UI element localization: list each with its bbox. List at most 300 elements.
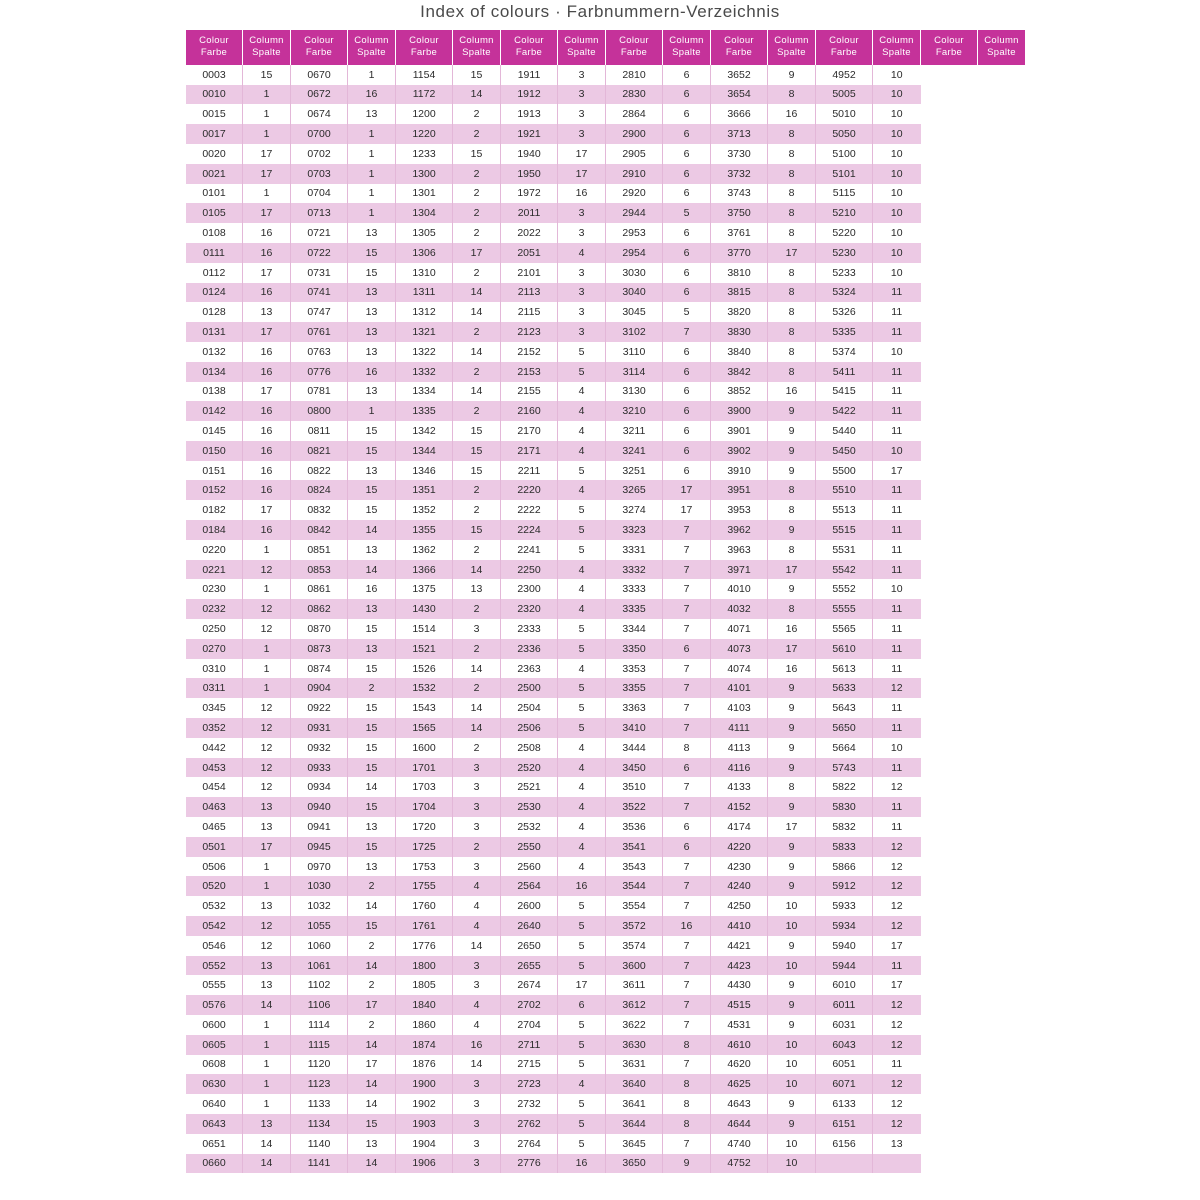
column-cell: 10 bbox=[873, 342, 921, 362]
column-cell: 12 bbox=[243, 758, 291, 778]
colour-cell: 6151 bbox=[816, 1114, 873, 1134]
colour-cell: 6010 bbox=[816, 975, 873, 995]
column-cell: 2 bbox=[453, 639, 501, 659]
column-cell: 14 bbox=[243, 1154, 291, 1174]
column-cell: 10 bbox=[873, 203, 921, 223]
colour-cell: 3750 bbox=[711, 203, 768, 223]
colour-cell: 4230 bbox=[711, 857, 768, 877]
column-cell: 14 bbox=[348, 1154, 396, 1174]
column-cell: 14 bbox=[453, 560, 501, 580]
colour-cell: 5515 bbox=[816, 520, 873, 540]
colour-cell: 1725 bbox=[396, 837, 453, 857]
colour-cell: 1133 bbox=[291, 1094, 348, 1114]
column-cell: 3 bbox=[558, 124, 606, 144]
column-cell: 3 bbox=[453, 758, 501, 778]
column-cell: 4 bbox=[558, 560, 606, 580]
colour-cell: 1565 bbox=[396, 718, 453, 738]
colour-cell: 4074 bbox=[711, 659, 768, 679]
colour-cell: 0020 bbox=[186, 144, 243, 164]
colour-cell: 2333 bbox=[501, 619, 558, 639]
column-cell: 3 bbox=[558, 322, 606, 342]
column-cell: 14 bbox=[453, 342, 501, 362]
column-cell: 2 bbox=[348, 678, 396, 698]
colour-cell: 2732 bbox=[501, 1094, 558, 1114]
column-cell: 3 bbox=[558, 104, 606, 124]
column-cell: 2 bbox=[453, 837, 501, 857]
colour-cell: 2508 bbox=[501, 738, 558, 758]
table-row bbox=[186, 1074, 1025, 1094]
colour-cell: 3951 bbox=[711, 480, 768, 500]
colour-cell: 2113 bbox=[501, 283, 558, 303]
column-cell: 12 bbox=[243, 936, 291, 956]
colour-cell: 1526 bbox=[396, 659, 453, 679]
table-row bbox=[186, 1055, 1025, 1075]
column-cell: 1 bbox=[348, 401, 396, 421]
colour-cell: 0832 bbox=[291, 500, 348, 520]
colour-cell: 4740 bbox=[711, 1134, 768, 1154]
colour-cell: 3640 bbox=[606, 1074, 663, 1094]
column-cell: 9 bbox=[768, 698, 816, 718]
colour-cell: 0546 bbox=[186, 936, 243, 956]
colour-cell: 1102 bbox=[291, 975, 348, 995]
column-cell: 7 bbox=[663, 876, 711, 896]
colour-cell: 5335 bbox=[816, 322, 873, 342]
colour-cell: 2220 bbox=[501, 480, 558, 500]
column-cell: 7 bbox=[663, 322, 711, 342]
column-cell: 5 bbox=[558, 342, 606, 362]
column-cell: 13 bbox=[348, 104, 396, 124]
table-row bbox=[186, 738, 1025, 758]
colour-cell: 4250 bbox=[711, 896, 768, 916]
colour-cell: 0111 bbox=[186, 243, 243, 263]
column-cell: 7 bbox=[663, 619, 711, 639]
column-cell: 8 bbox=[768, 362, 816, 382]
colour-cell: 2530 bbox=[501, 797, 558, 817]
colour-cell: 2600 bbox=[501, 896, 558, 916]
column-cell: 8 bbox=[768, 540, 816, 560]
column-cell: 13 bbox=[243, 817, 291, 837]
colour-cell: 0221 bbox=[186, 560, 243, 580]
column-cell: 17 bbox=[558, 144, 606, 164]
header-column-1 bbox=[243, 30, 291, 65]
colour-cell: 4952 bbox=[816, 65, 873, 85]
column-cell: 17 bbox=[243, 144, 291, 164]
column-cell: 5 bbox=[558, 362, 606, 382]
column-cell: 15 bbox=[348, 1114, 396, 1134]
colour-cell: 1141 bbox=[291, 1154, 348, 1174]
column-cell: 1 bbox=[243, 104, 291, 124]
column-cell: 2 bbox=[348, 936, 396, 956]
colour-cell: 3645 bbox=[606, 1134, 663, 1154]
colour-cell: 5050 bbox=[816, 124, 873, 144]
column-cell: 5 bbox=[663, 302, 711, 322]
header-colour-de: Farbe bbox=[935, 46, 963, 58]
column-cell: 17 bbox=[243, 263, 291, 283]
colour-cell: 0643 bbox=[186, 1114, 243, 1134]
colour-cell: 0608 bbox=[186, 1055, 243, 1075]
header-colour-4 bbox=[501, 30, 558, 65]
column-cell: 14 bbox=[243, 995, 291, 1015]
colour-cell: 6011 bbox=[816, 995, 873, 1015]
column-cell: 2 bbox=[453, 401, 501, 421]
column-cell: 17 bbox=[453, 243, 501, 263]
column-cell: 15 bbox=[348, 718, 396, 738]
colour-cell: 3820 bbox=[711, 302, 768, 322]
colour-cell: 1950 bbox=[501, 164, 558, 184]
column-cell: 9 bbox=[768, 995, 816, 1015]
column-cell: 13 bbox=[243, 896, 291, 916]
colour-cell: 4220 bbox=[711, 837, 768, 857]
column-cell: 3 bbox=[558, 85, 606, 105]
column-cell: 17 bbox=[663, 500, 711, 520]
colour-cell: 0674 bbox=[291, 104, 348, 124]
colour-cell: 3810 bbox=[711, 263, 768, 283]
colour-cell: 0945 bbox=[291, 837, 348, 857]
table-row bbox=[186, 203, 1025, 223]
column-cell: 7 bbox=[663, 797, 711, 817]
colour-cell: 4644 bbox=[711, 1114, 768, 1134]
column-cell: 3 bbox=[453, 817, 501, 837]
colour-cell: 0506 bbox=[186, 857, 243, 877]
colour-cell: 0722 bbox=[291, 243, 348, 263]
colour-cell: 4410 bbox=[711, 916, 768, 936]
column-cell: 16 bbox=[243, 480, 291, 500]
colour-cell: 1860 bbox=[396, 1015, 453, 1035]
column-cell: 5 bbox=[558, 896, 606, 916]
table-row bbox=[186, 777, 1025, 797]
column-cell: 16 bbox=[243, 243, 291, 263]
header-colour-en: Colour bbox=[829, 35, 859, 46]
colour-cell: 2224 bbox=[501, 520, 558, 540]
colour-cell: 4116 bbox=[711, 758, 768, 778]
column-cell: 1 bbox=[243, 857, 291, 877]
column-cell: 5 bbox=[558, 1015, 606, 1035]
column-cell: 8 bbox=[663, 738, 711, 758]
column-cell: 5 bbox=[558, 619, 606, 639]
column-cell: 16 bbox=[768, 104, 816, 124]
column-cell: 16 bbox=[243, 520, 291, 540]
colour-cell: 1334 bbox=[396, 382, 453, 402]
colour-cell: 2520 bbox=[501, 758, 558, 778]
header-colour-6 bbox=[711, 30, 768, 65]
column-cell: 10 bbox=[768, 1055, 816, 1075]
colour-cell: 3830 bbox=[711, 322, 768, 342]
colour-cell: 3363 bbox=[606, 698, 663, 718]
colour-cell: 6043 bbox=[816, 1035, 873, 1055]
column-cell: 2 bbox=[453, 322, 501, 342]
colour-cell: 4643 bbox=[711, 1094, 768, 1114]
column-cell: 13 bbox=[348, 342, 396, 362]
column-cell: 15 bbox=[243, 65, 291, 85]
colour-cell: 5513 bbox=[816, 500, 873, 520]
column-cell: 1 bbox=[348, 164, 396, 184]
colour-cell: 3130 bbox=[606, 382, 663, 402]
column-cell: 1 bbox=[243, 124, 291, 144]
column-cell: 7 bbox=[663, 540, 711, 560]
colour-cell: 3732 bbox=[711, 164, 768, 184]
table-row bbox=[186, 441, 1025, 461]
colour-cell: 5610 bbox=[816, 639, 873, 659]
colour-cell: 3323 bbox=[606, 520, 663, 540]
table-row bbox=[186, 302, 1025, 322]
header-colour-en: Colour bbox=[724, 35, 754, 46]
colour-cell: 3410 bbox=[606, 718, 663, 738]
colour-cell: 4752 bbox=[711, 1154, 768, 1174]
column-cell: 15 bbox=[453, 461, 501, 481]
colour-cell: 2762 bbox=[501, 1114, 558, 1134]
colour-cell: 4531 bbox=[711, 1015, 768, 1035]
column-cell: 1 bbox=[243, 579, 291, 599]
column-cell: 10 bbox=[873, 579, 921, 599]
column-cell: 17 bbox=[348, 1055, 396, 1075]
column-cell: 17 bbox=[768, 560, 816, 580]
colour-cell: 1115 bbox=[291, 1035, 348, 1055]
colour-cell: 4152 bbox=[711, 797, 768, 817]
column-cell: 12 bbox=[873, 1015, 921, 1035]
column-cell: 14 bbox=[348, 1074, 396, 1094]
column-cell: 2 bbox=[453, 164, 501, 184]
colour-cell: 4423 bbox=[711, 956, 768, 976]
colour-cell: 0600 bbox=[186, 1015, 243, 1035]
column-cell: 1 bbox=[348, 65, 396, 85]
header-column-de: Spalte bbox=[672, 46, 701, 58]
header-column-de: Spalte bbox=[882, 46, 911, 58]
colour-cell: 0763 bbox=[291, 342, 348, 362]
column-cell: 5 bbox=[558, 718, 606, 738]
colour-cell: 0010 bbox=[186, 85, 243, 105]
column-cell: 6 bbox=[663, 263, 711, 283]
colour-cell: 1430 bbox=[396, 599, 453, 619]
colour-cell: 5565 bbox=[816, 619, 873, 639]
colour-cell: 1140 bbox=[291, 1134, 348, 1154]
colour-cell: 1154 bbox=[396, 65, 453, 85]
colour-cell: 1321 bbox=[396, 322, 453, 342]
colour-cell: 1346 bbox=[396, 461, 453, 481]
colour-cell: 0721 bbox=[291, 223, 348, 243]
column-cell: 1 bbox=[243, 659, 291, 679]
column-cell: 11 bbox=[873, 1055, 921, 1075]
column-cell: 13 bbox=[243, 797, 291, 817]
column-cell: 7 bbox=[663, 599, 711, 619]
column-cell: 15 bbox=[348, 758, 396, 778]
table-row bbox=[186, 1134, 1025, 1154]
header-colour-7 bbox=[816, 30, 873, 65]
colour-cell: 4620 bbox=[711, 1055, 768, 1075]
column-cell: 8 bbox=[768, 599, 816, 619]
colour-cell: 1351 bbox=[396, 480, 453, 500]
column-cell: 12 bbox=[873, 995, 921, 1015]
column-cell: 15 bbox=[348, 243, 396, 263]
column-cell: 6 bbox=[663, 124, 711, 144]
column-cell: 15 bbox=[348, 659, 396, 679]
column-cell: 12 bbox=[243, 738, 291, 758]
header-colour-2 bbox=[291, 30, 348, 65]
colour-cell: 3210 bbox=[606, 401, 663, 421]
column-cell: 14 bbox=[453, 659, 501, 679]
colour-cell: 2702 bbox=[501, 995, 558, 1015]
colour-cell: 2170 bbox=[501, 421, 558, 441]
colour-cell: 5374 bbox=[816, 342, 873, 362]
column-cell: 2 bbox=[453, 223, 501, 243]
column-cell: 9 bbox=[768, 797, 816, 817]
colour-cell: 0150 bbox=[186, 441, 243, 461]
column-cell: 3 bbox=[558, 223, 606, 243]
column-cell: 4 bbox=[453, 916, 501, 936]
colour-cell: 0704 bbox=[291, 184, 348, 204]
column-cell: 2 bbox=[453, 203, 501, 223]
column-cell: 6 bbox=[663, 461, 711, 481]
colour-cell: 5743 bbox=[816, 758, 873, 778]
column-cell: 3 bbox=[453, 1114, 501, 1134]
table-row bbox=[186, 164, 1025, 184]
colour-cell: 2655 bbox=[501, 956, 558, 976]
column-cell: 17 bbox=[243, 837, 291, 857]
colour-cell: 0270 bbox=[186, 639, 243, 659]
colour-cell: 3544 bbox=[606, 876, 663, 896]
column-cell: 17 bbox=[243, 203, 291, 223]
colour-cell: 3522 bbox=[606, 797, 663, 817]
table-row bbox=[186, 1114, 1025, 1134]
colour-cell: 3543 bbox=[606, 857, 663, 877]
column-cell: 8 bbox=[663, 1114, 711, 1134]
colour-cell: 0842 bbox=[291, 520, 348, 540]
header-colour-de: Farbe bbox=[830, 46, 858, 58]
colour-cell: 3510 bbox=[606, 777, 663, 797]
column-cell: 7 bbox=[663, 1015, 711, 1035]
colour-cell: 4515 bbox=[711, 995, 768, 1015]
column-cell: 3 bbox=[453, 956, 501, 976]
colour-cell: 1902 bbox=[396, 1094, 453, 1114]
column-cell: 11 bbox=[873, 362, 921, 382]
column-cell: 14 bbox=[348, 896, 396, 916]
colour-cell: 0182 bbox=[186, 500, 243, 520]
colour-cell: 2650 bbox=[501, 936, 558, 956]
column-cell: 16 bbox=[348, 85, 396, 105]
colour-cell: 1200 bbox=[396, 104, 453, 124]
colour-cell: 1032 bbox=[291, 896, 348, 916]
column-cell: 12 bbox=[873, 777, 921, 797]
colour-cell: 0640 bbox=[186, 1094, 243, 1114]
column-cell: 7 bbox=[663, 678, 711, 698]
table-row bbox=[186, 65, 1025, 85]
column-cell: 4 bbox=[558, 797, 606, 817]
header-column-en: Column bbox=[459, 35, 494, 46]
colour-cell: 4103 bbox=[711, 698, 768, 718]
colour-cell: 0132 bbox=[186, 342, 243, 362]
colour-cell: 3251 bbox=[606, 461, 663, 481]
colour-cell: 3450 bbox=[606, 758, 663, 778]
column-cell: 2 bbox=[453, 480, 501, 500]
colour-cell: 1755 bbox=[396, 876, 453, 896]
column-cell: 1 bbox=[348, 124, 396, 144]
column-cell: 9 bbox=[768, 758, 816, 778]
column-cell: 12 bbox=[873, 857, 921, 877]
table-row bbox=[186, 599, 1025, 619]
colour-cell: 2776 bbox=[501, 1154, 558, 1174]
column-cell: 7 bbox=[663, 1055, 711, 1075]
column-cell: 5 bbox=[558, 639, 606, 659]
colour-cell: 3666 bbox=[711, 104, 768, 124]
colour-cell: 0131 bbox=[186, 322, 243, 342]
colour-cell: 5101 bbox=[816, 164, 873, 184]
table-row bbox=[186, 560, 1025, 580]
column-cell: 7 bbox=[663, 1134, 711, 1154]
column-cell: 16 bbox=[243, 441, 291, 461]
column-cell: 9 bbox=[663, 1154, 711, 1174]
column-cell: 2 bbox=[348, 1015, 396, 1035]
colour-cell: 3971 bbox=[711, 560, 768, 580]
column-cell: 14 bbox=[453, 382, 501, 402]
colour-cell: 0821 bbox=[291, 441, 348, 461]
column-cell: 1 bbox=[243, 639, 291, 659]
colour-cell: 4010 bbox=[711, 579, 768, 599]
column-cell: 3 bbox=[453, 975, 501, 995]
colour-cell: 2506 bbox=[501, 718, 558, 738]
colour-cell: 2101 bbox=[501, 263, 558, 283]
column-cell: 13 bbox=[243, 956, 291, 976]
column-cell: 16 bbox=[243, 421, 291, 441]
table-row bbox=[186, 995, 1025, 1015]
column-cell: 9 bbox=[768, 65, 816, 85]
colour-cell: 1312 bbox=[396, 302, 453, 322]
colour-cell: 1305 bbox=[396, 223, 453, 243]
table-row bbox=[186, 243, 1025, 263]
header-column-7 bbox=[873, 30, 921, 65]
column-cell: 15 bbox=[348, 441, 396, 461]
column-cell: 11 bbox=[873, 540, 921, 560]
column-cell: 13 bbox=[348, 817, 396, 837]
colour-cell: 0904 bbox=[291, 678, 348, 698]
colour-cell: 0152 bbox=[186, 480, 243, 500]
colour-cell: 5664 bbox=[816, 738, 873, 758]
column-cell: 2 bbox=[453, 599, 501, 619]
column-cell: 14 bbox=[453, 283, 501, 303]
colour-cell: 0021 bbox=[186, 164, 243, 184]
colour-cell: 3852 bbox=[711, 382, 768, 402]
column-cell: 9 bbox=[768, 520, 816, 540]
column-cell: 17 bbox=[663, 480, 711, 500]
table-row bbox=[186, 223, 1025, 243]
colour-cell: 1366 bbox=[396, 560, 453, 580]
column-cell: 8 bbox=[768, 203, 816, 223]
column-cell: 4 bbox=[558, 421, 606, 441]
colour-cell: 2810 bbox=[606, 65, 663, 85]
column-cell: 14 bbox=[348, 956, 396, 976]
column-cell: 6 bbox=[663, 184, 711, 204]
colour-cell: 2011 bbox=[501, 203, 558, 223]
colour-cell: 2704 bbox=[501, 1015, 558, 1035]
column-cell: 9 bbox=[768, 678, 816, 698]
table-row bbox=[186, 639, 1025, 659]
colour-cell: 5940 bbox=[816, 936, 873, 956]
colour-cell: 3110 bbox=[606, 342, 663, 362]
column-cell: 7 bbox=[663, 936, 711, 956]
column-cell: 2 bbox=[453, 500, 501, 520]
colour-cell: 2336 bbox=[501, 639, 558, 659]
table-row bbox=[186, 579, 1025, 599]
column-cell: 12 bbox=[873, 896, 921, 916]
colour-cell: 0851 bbox=[291, 540, 348, 560]
index-table-wrapper bbox=[186, 30, 1019, 1173]
column-cell: 13 bbox=[873, 1134, 921, 1154]
colour-cell: 0542 bbox=[186, 916, 243, 936]
column-cell: 17 bbox=[873, 936, 921, 956]
colour-cell: 0651 bbox=[186, 1134, 243, 1154]
colour-cell: 1760 bbox=[396, 896, 453, 916]
colour-cell: 2723 bbox=[501, 1074, 558, 1094]
header-colour-en: Colour bbox=[934, 35, 964, 46]
colour-cell: 5552 bbox=[816, 579, 873, 599]
